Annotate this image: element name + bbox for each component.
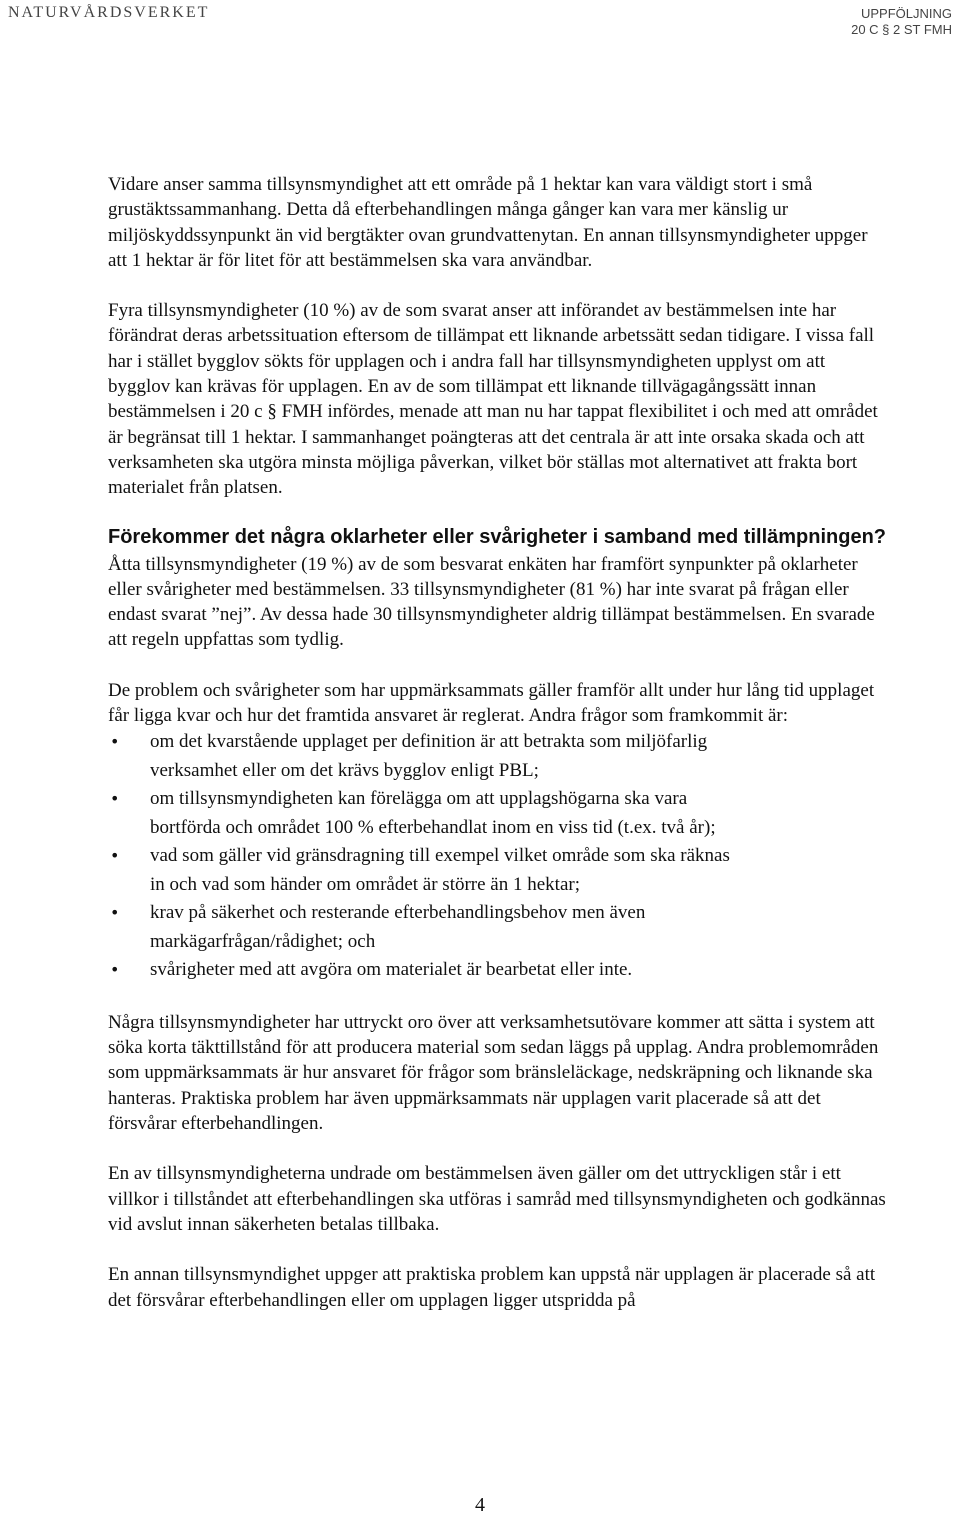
bullet-icon: • [110, 732, 120, 752]
paragraph-7: En annan tillsynsmyndighet uppger att praktiska problem kan uppstå när upplagen är placerade så att det försvårar efterbehandlingen eller om upplagen ligger utspridda på [108, 1264, 876, 1311]
header-title-line1: UPPFÖLJNING [860, 6, 952, 21]
list-item-line: verksamhet eller om det krävs bygglov enligt PBL; [150, 759, 539, 781]
list-item [108, 842, 888, 899]
list-item [108, 728, 888, 785]
list-item-line: in och vad som händer om området är större än 1 hektar; [150, 873, 580, 895]
bullet-icon: • [110, 846, 120, 866]
list-item-line: svårigheter med att avgöra om materialet är bearbetat eller inte. [150, 959, 633, 981]
paragraph-1: Vidare anser samma tillsynsmyndighet att ett område på 1 hektar kan vara väldigt stort i små grustäktssammanhang. Detta då efterbehandlingen många gånger kan vara mer känslig ur miljöskyddssynpunkt än vid bergtäkter ovan grundvattenytan. En annan tillsynsmyndigheter uppger att 1 hektar är för litet för att bestämmelsen ska vara användbar. [108, 174, 868, 271]
section-heading: Förekommer det några oklarheter eller svårigheter i samband med tillämpningen? [108, 525, 887, 548]
list-item-line: markägarfrågan/rådighet; och [150, 930, 376, 952]
page-number: 4 [475, 1494, 485, 1516]
issues-list [108, 728, 888, 985]
paragraph-5: Några tillsynsmyndigheter har uttryckt oro över att verksamhetsutövare kommer att sätta i system att söka korta täkttillstånd för att producera material som sedan läggs på upplag. Andra problemområden som uppmärksammats är hur ansvaret för frågor som bränsleläckage, nedskräpning och liknande ska hanteras. Praktiska problem har även uppmärksammats när upplagen varit placerade så att det försvårar efterbehandlingen. [108, 1011, 879, 1135]
header-document-title [851, 6, 952, 38]
header-organization: NATURVÅRDSVERKET [8, 4, 210, 21]
list-item-line: krav på säkerhet och resterande efterbehandlingsbehov men även [150, 902, 646, 924]
document-body [108, 172, 888, 1338]
list-item [108, 785, 888, 842]
bullet-icon: • [110, 789, 120, 809]
paragraph-2: Fyra tillsynsmyndigheter (10 %) av de som svarat anser att införandet av bestämmelsen inte har förändrat deras arbetssituation eftersom de tillämpat ett liknande arbetssätt sedan tidigare. I vissa fall har i stället bygglov sökts för upplagen och i andra fall har tillsynsmyndigheten upplyst om att bygglov kan krävas för upplagen. En av de som tillämpat ett liknande tillvägagångssätt innan bestämmelsen i 20 c § FMH infördes, menade att man nu har tappat flexibilitet i och med att området är begränsat till 1 hektar. I sammanhanget poängteras att det centrala är att inte orsaka skada och att verksamheten ska utgöra minsta möjliga påverkan, vilket bör ställas mot alternativet att frakta bort materialet från platsen. [108, 300, 878, 499]
list-item-line: om det kvarstående upplaget per definition är att betrakta som miljöfarlig [150, 731, 708, 753]
list-item-line: vad som gäller vid gränsdragning till exempel vilket område som ska räknas [150, 845, 730, 867]
paragraph-6: En av tillsynsmyndigheterna undrade om bestämmelsen även gäller om det uttryckligen står i ett villkor i tillståndet att efterbehandlingen ska utföras i samråd med tillsynsmyndigheten och godkännas vid avslut innan säkerheten betalas tillbaka. [108, 1163, 886, 1235]
header-title-line2: 20 C § 2 ST FMH [851, 22, 952, 37]
paragraph-3: Åtta tillsynsmyndigheter (19 %) av de som besvarat enkäten har framfört synpunkter på oklarheter eller svårigheter med bestämmelsen. 33 tillsynsmyndigheter (81 %) har inte svarat på frågan eller endast svarat ”nej”. Av dessa hade 30 tillsynsmyndigheter aldrig tillämpat bestämmelsen. En svarade att regeln uppfattas som tydlig. [108, 553, 875, 651]
bullet-icon: • [110, 903, 120, 923]
list-item-line: om tillsynsmyndigheten kan förelägga om att upplagshögarna ska vara [150, 788, 688, 810]
bullet-icon: • [110, 960, 120, 980]
paragraph-4: De problem och svårigheter som har uppmärksammats gäller framför allt under hur lång tid upplaget får ligga kvar och hur det framtida ansvaret är reglerat. Andra frågor som framkommit är: [108, 679, 875, 727]
list-item [108, 899, 888, 956]
list-item [108, 956, 888, 985]
list-item-line: bortförda och området 100 % efterbehandlat inom en viss tid (t.ex. två år); [150, 816, 716, 838]
